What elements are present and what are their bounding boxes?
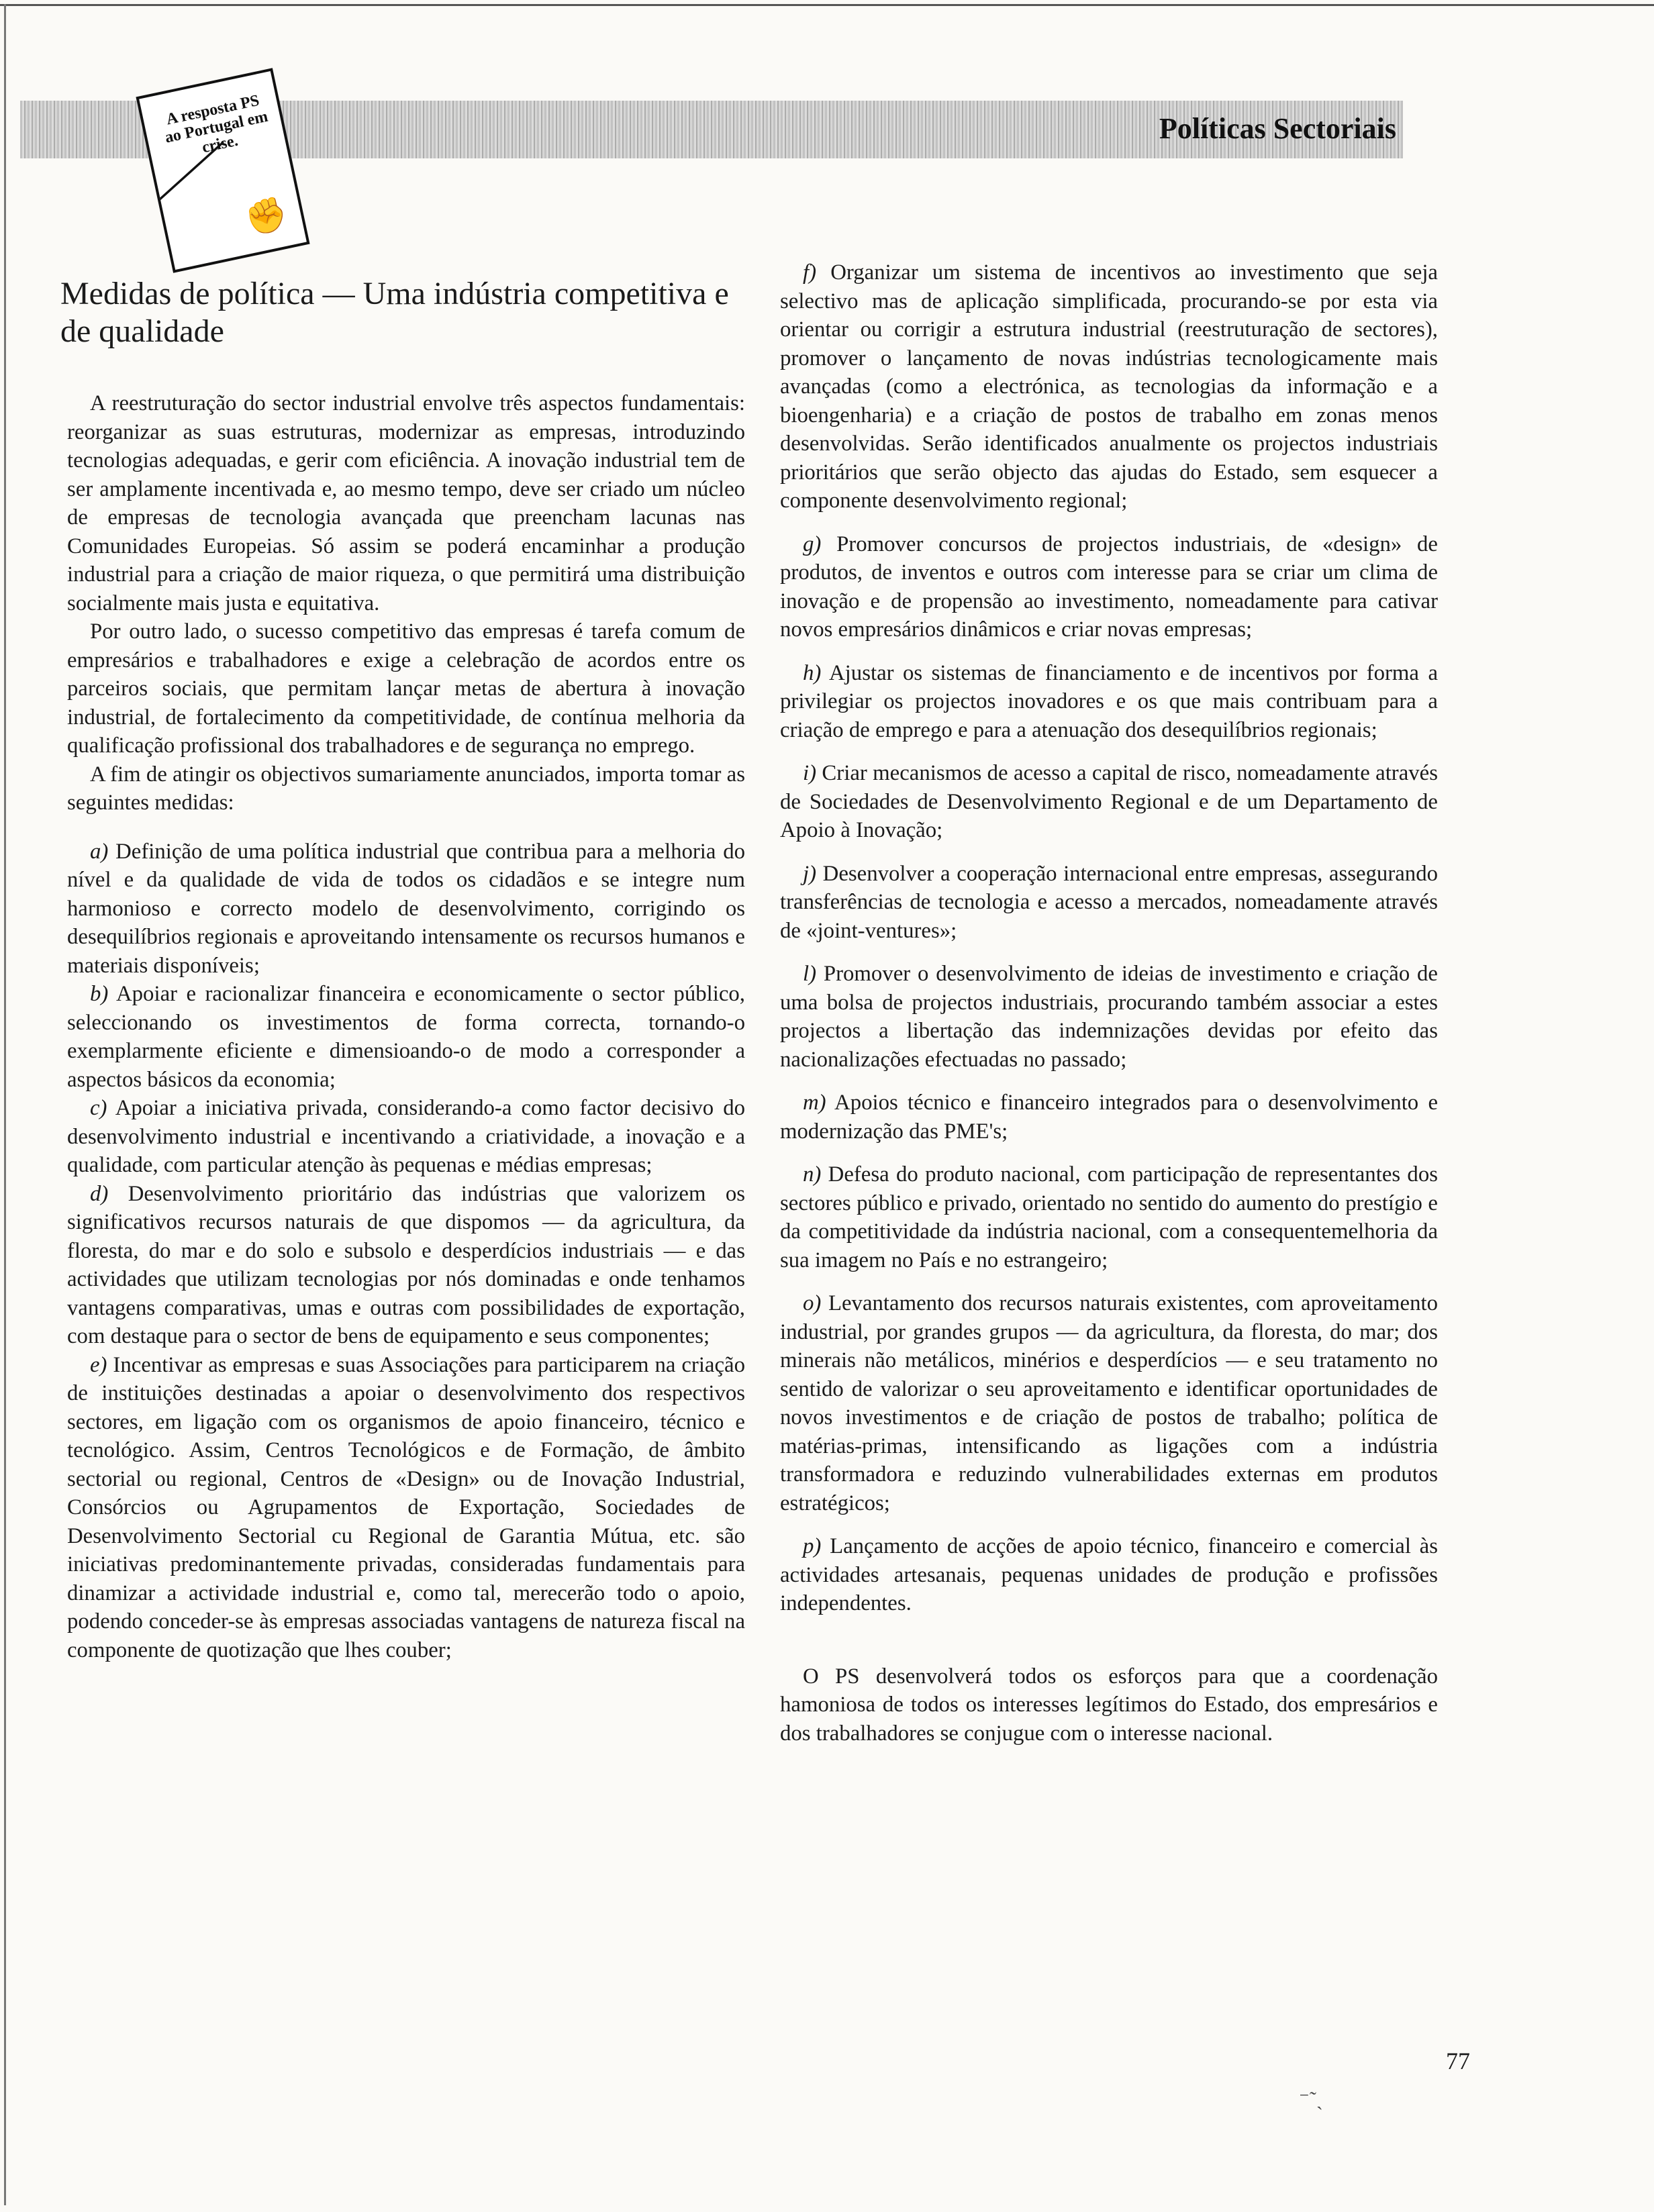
measure-text: Definição de uma política industrial que contribua para a melhoria do nível e da qualidade de vida de todos os cidadãos e se integre num harmonioso e correcto modelo de desenvolvimento, corrigindo os desequilíbrios regionais e aproveitando intensamente os recursos humanos e materiais disponíveis; [67, 839, 746, 978]
measure-marker: o) [803, 1291, 822, 1315]
measure-item [780, 1089, 1438, 1146]
measure-item [67, 838, 745, 981]
measure-marker: b) [90, 982, 109, 1006]
badge-text: A resposta PS ao Portugal em crise. [163, 91, 270, 157]
measure-marker: d) [90, 1181, 109, 1206]
measure-marker: n) [803, 1162, 822, 1187]
intro-paragraph: Por outro lado, o sucesso competitivo das empresas é tarefa comum de empresários e trabalhadores e exige a celebração de acordos entre os parceiros sociais, que permitam lançar metas de abertura à inovação industrial, de fortalecimento da competitividade, de contínua melhoria da qualificação profissional dos trabalhadores e de segurança no emprego. [67, 619, 745, 758]
measure-marker: e) [90, 1352, 107, 1377]
measure-text: Apoios técnico e financeiro integrados para o desenvolvimento e modernização das PME's; [780, 1091, 1438, 1144]
measure-text: Apoiar a iniciativa privada, considerando-a como factor decisivo do desenvolvimento industrial e incentivando a criatividade, a inovação e a qualidade, com particular atenção às pequenas e médias empresas; [67, 1096, 745, 1177]
measure-item [67, 1094, 745, 1180]
measure-item [780, 1160, 1438, 1274]
measure-item [780, 960, 1438, 1074]
ink-mark: ⁻˜ˎ [1299, 2088, 1323, 2110]
page-top-edge [0, 4, 1654, 6]
intro-paragraph: A reestruturação do sector industrial envolve três aspectos fundamentais: reorganizar as suas estruturas, modernizar as empresas, introduzindo tecnologias adequadas, e gerir com eficiência. A inovação industrial tem de ser amplamente incentivada e, ao mesmo tempo, deve ser criado um núcleo de empresas de tecnologia avançada que preencham lacunas nas Comunidades Europeias. Só assim se poderá encaminhar a produção industrial para a criação de maior riqueza, o que permitirá uma distribuição socialmente mais justa e equitativa. [67, 391, 745, 615]
measure-item [780, 860, 1438, 946]
measure-item [780, 258, 1438, 515]
measure-marker: f) [803, 260, 817, 285]
measure-marker: a) [90, 839, 109, 864]
measure-marker: m) [803, 1091, 826, 1115]
intro-paragraph: A fim de atingir os objectivos sumariamente anunciados, importa tomar as seguintes medidas: [67, 762, 745, 815]
measure-item [780, 659, 1438, 745]
measure-item [780, 759, 1438, 845]
measure-text: Promover o desenvolvimento de ideias de investimento e criação de uma bolsa de projectos industriais, procurando também associar a estes projectos a libertação das indemnizações devidas por efeito das nacionalizações efectuadas no passado; [780, 962, 1438, 1072]
measure-text: Organizar um sistema de incentivos ao investimento que seja selectivo mas de aplicação simplificada, procurando-se por esta via orientar ou corrigir a estrutura industrial (reestruturação de sectores), promover o lançamento de novas indústrias tecnologicamente mais avançadas (como a electrónica, as tecnologias da informação e a bioengenharia) e a criação de postos de trabalho em zonas menos desenvolvidas. Serão identificados anualmente os projectos industriais prioritários que serão objecto das ajudas do Estado, sem esquecer a componente desenvolvimento regional; [780, 260, 1438, 513]
section-label: Políticas Sectoriais [1159, 112, 1396, 145]
measure-item [780, 1532, 1438, 1618]
measure-text: Levantamento dos recursos naturais existentes, com aproveitamento industrial, por grandes grupos — da agricultura, da floresta, do mar; dos minerais não metálicos, minérios e desperdícios — e seu tratamento no sentido de valorizar o seu aproveitamento e identificar oportunidades de novos investimentos e de criação de postos de trabalho; política de matérias-primas, intensificando as ligações com a indústria transformadora e reduzindo vulnerabilidades externas em produtos estratégicos; [780, 1291, 1438, 1515]
measure-text: Desenvolver a cooperação internacional entre empresas, assegurando transferências de tecnologia e acesso a mercados, nomeadamente através de «joint-ventures»; [780, 861, 1439, 943]
measure-item [780, 530, 1438, 644]
measure-text: Ajustar os sistemas de financiamento e de incentivos por forma a privilegiar os projectos inovadores e os que mais contribuam para a criação de emprego e para a atenuação dos desequilíbrios regionais; [780, 660, 1439, 742]
measure-text: Promover concursos de projectos industriais, de «design» de produtos, de inventos e outros com interesse para se criar um clima de inovação e de propensão ao investimento, nomeadamente para cativar novos empresários dinâmicos e criar novas empresas; [780, 532, 1438, 642]
measure-marker: c) [90, 1096, 107, 1120]
measure-text: Lançamento de acções de apoio técnico, financeiro e comercial às actividades artesanais, pequenas unidades de produção e profissões independentes. [780, 1534, 1438, 1615]
measure-marker: p) [803, 1534, 822, 1558]
measure-text: Incentivar as empresas e suas Associações para participarem na criação de instituições destinadas a apoiar o desenvolvimento dos respectivos sectores, em ligação com os organismos de apoio financeiro, técnico e tecnológico. Assim, Centros Tecnológicos e de Formação, de âmbito sectorial ou regional, Centros de «Design» ou de Inovação Industrial, Consórcios ou Agrupamentos de Exportação, Sociedades de Desenvolvimento Sectorial cu Regional de Garantia Mútua, etc. são iniciativas predominantemente privadas, consideradas fundamentais para dinamizar a actividade industrial e, como tal, merecerão todo o apoio, podendo conceder-se às empresas associadas vantagens de natureza fiscal na componente de quotização que lhes couber; [67, 1352, 745, 1662]
measure-text: Apoiar e racionalizar financeira e economicamente o sector público, seleccionando os investimentos de forma correcta, tornando-o exemplarmente eficiente e dimensioando-o de modo a corresponder a aspectos básicos da economia; [67, 982, 746, 1092]
page-number: 77 [1446, 2048, 1470, 2074]
measure-text: Defesa do produto nacional, com participação de representantes dos sectores público e privado, orientado no sentido do aumento do prestígio e da competitividade da indústria nacional, com a consequentemelhoria da sua imagem no País e no estrangeiro; [780, 1162, 1438, 1272]
party-logo-icon: ✊ [242, 193, 291, 239]
measure-marker: j) [803, 861, 817, 886]
measure-text: Criar mecanismos de acesso a capital de risco, nomeadamente através de Sociedades de Desenvolvimento Regional e de um Departamento de Apoio à Inovação; [780, 761, 1439, 842]
page-left-edge [4, 4, 6, 2205]
measure-text: Desenvolvimento prioritário das indústrias que valorizem os significativos recursos naturais de que dispomos — da agricultura, da floresta, do mar e do solo e subsolo e desperdícios industriais — e das actividades que utilizam tecnologias por nós dominadas e onde tenhamos vantagens comparativas, umas e outras com possibilidades de exportação, com destaque para o sector de bens de equipamento e seus componentes; [67, 1181, 745, 1348]
measure-item [780, 1289, 1438, 1517]
left-column [67, 389, 745, 1664]
article-title: Medidas de política — Uma indústria competitiva e de qualidade [60, 276, 729, 349]
campaign-badge [136, 68, 309, 272]
measure-item [67, 1180, 745, 1351]
measure-marker: l) [803, 962, 817, 986]
measure-marker: h) [803, 660, 822, 685]
closing-paragraph: O PS desenvolverá todos os esforços para que a coordenação hamoniosa de todos os interesses legítimos do Estado, dos empresários e dos trabalhadores se conjugue com o interesse nacional. [780, 1664, 1438, 1746]
measure-item [67, 1351, 745, 1665]
right-column [780, 258, 1438, 1748]
measure-item [67, 980, 745, 1094]
measure-marker: g) [803, 532, 822, 556]
measure-marker: i) [803, 761, 817, 785]
